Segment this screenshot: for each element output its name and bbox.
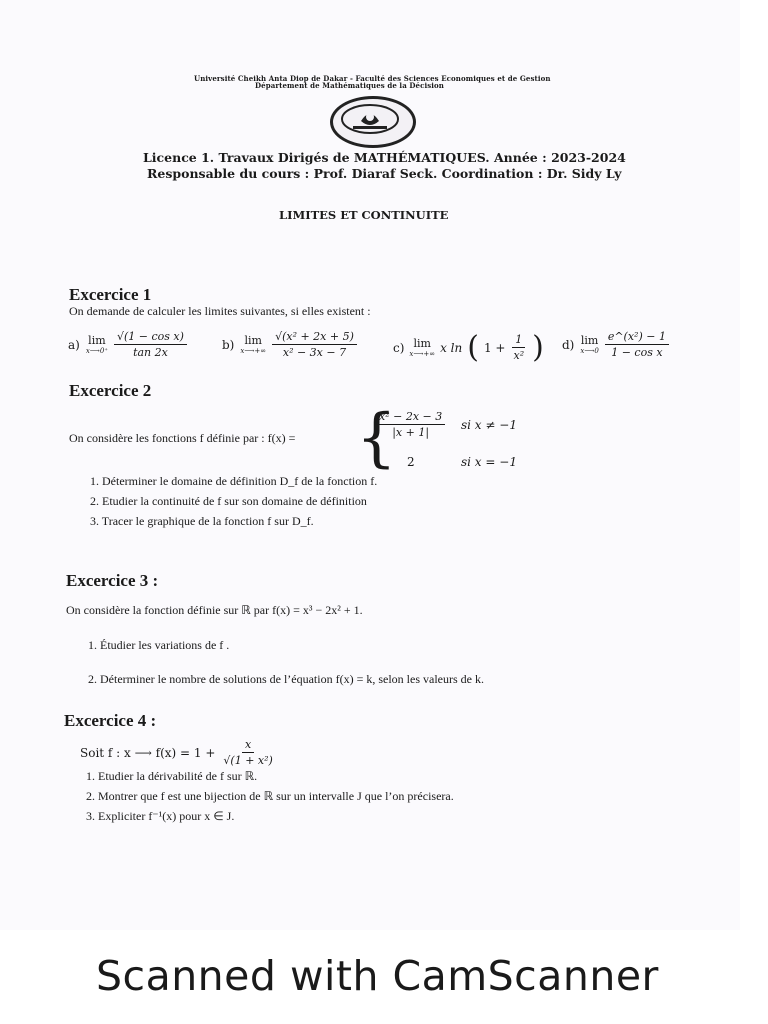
- university-logo: [330, 96, 416, 148]
- course-line2: Responsable du cours : Prof. Diaraf Seck. Coordination : Dr. Sidy Ly: [147, 166, 622, 181]
- exercise2-item-1: 1. Déterminer le domaine de définition D_f de la fonction f.: [90, 474, 378, 488]
- exercise4-item-3: 3. Expliciter f⁻¹(x) pour x ∈ J.: [86, 809, 235, 823]
- piecewise-case1-condition: si x ≠ −1: [461, 418, 517, 432]
- camscanner-watermark: Scanned with CamScanner: [96, 952, 659, 1000]
- limit-a: a) lim x⟶0⁺ $\frac{\text{√(1 − cos x)}}{\tan 2x}$: [68, 330, 187, 359]
- exercise3-item-1: 1. Étudier les variations de f .: [88, 638, 230, 652]
- exercise4-title: Excercice 4 :: [64, 711, 157, 730]
- exercise3-title: Excercice 3 :: [66, 571, 159, 590]
- limit-c-label: c): [393, 340, 405, 355]
- limit-d: d) lim x⟶0 $\frac{\text{e\textasciicircum{}(x²) − 1}}{\text{1 − cos x}}$: [562, 330, 669, 359]
- piecewise-brace: {: [356, 401, 397, 475]
- university-header-line2: Département de Mathématiques de la Décision: [255, 81, 444, 90]
- exercise2-intro: On considère les fonctions f définie par : f(x) =: [69, 431, 296, 445]
- topic-title: LIMITES ET CONTINUITE: [279, 208, 449, 222]
- exercise3-intro: On considère la fonction définie sur ℝ par f(x) = x³ − 2x² + 1.: [66, 603, 363, 617]
- exercise2-item-2: 2. Etudier la continuité de f sur son domaine de définition: [90, 494, 367, 508]
- piecewise-case2: 2: [407, 455, 415, 469]
- exercise1-intro: On demande de calculer les limites suivantes, si elles existent :: [69, 304, 371, 318]
- limit-b-label: b): [222, 337, 235, 352]
- exercise4-intro: Soit f : x ⟶ f(x) = 1 + $\frac{x}{\text{√(1 + x²)}}$: [80, 738, 273, 767]
- limit-d-label: d): [562, 337, 575, 352]
- exercise4-item-2: 2. Montrer que f est une bijection de ℝ sur un intervalle J que l’on précisera.: [86, 789, 454, 803]
- exercise1-title: Excercice 1: [69, 285, 152, 304]
- exercise2-title: Excercice 2: [69, 381, 152, 400]
- limit-b: b) lim x⟶+∞ $\frac{\text{√(x² + 2x + 5)}}{\text{x² − 3x − 7}}$: [222, 330, 357, 359]
- university-header-line1: Université Cheikh Anta Diop de Dakar - Faculté des Sciences Economiques et de Gestion: [194, 74, 551, 83]
- limit-c: c) lim x⟶+∞ x ln ( 1 + $\frac{1}{\text{x²}}$ ): [393, 330, 544, 365]
- piecewise-case2-condition: si x = −1: [461, 455, 517, 469]
- exercise4-item-1: 1. Etudier la dérivabilité de f sur ℝ.: [86, 769, 258, 783]
- course-line1: Licence 1. Travaux Dirigés de MATHÉMATIQUES. Année : 2023-2024: [143, 150, 626, 165]
- limit-a-label: a): [68, 337, 80, 352]
- seal-icon: [333, 99, 407, 139]
- exercise3-item-2: 2. Déterminer le nombre de solutions de l’équation f(x) = k, selon les valeurs de k.: [88, 672, 484, 686]
- piecewise-case1: $\frac{\text{x² − 2x − 3}}{|x + 1|}$: [376, 410, 445, 439]
- exercise2-item-3: 3. Tracer le graphique de la fonction f sur D_f.: [90, 514, 314, 528]
